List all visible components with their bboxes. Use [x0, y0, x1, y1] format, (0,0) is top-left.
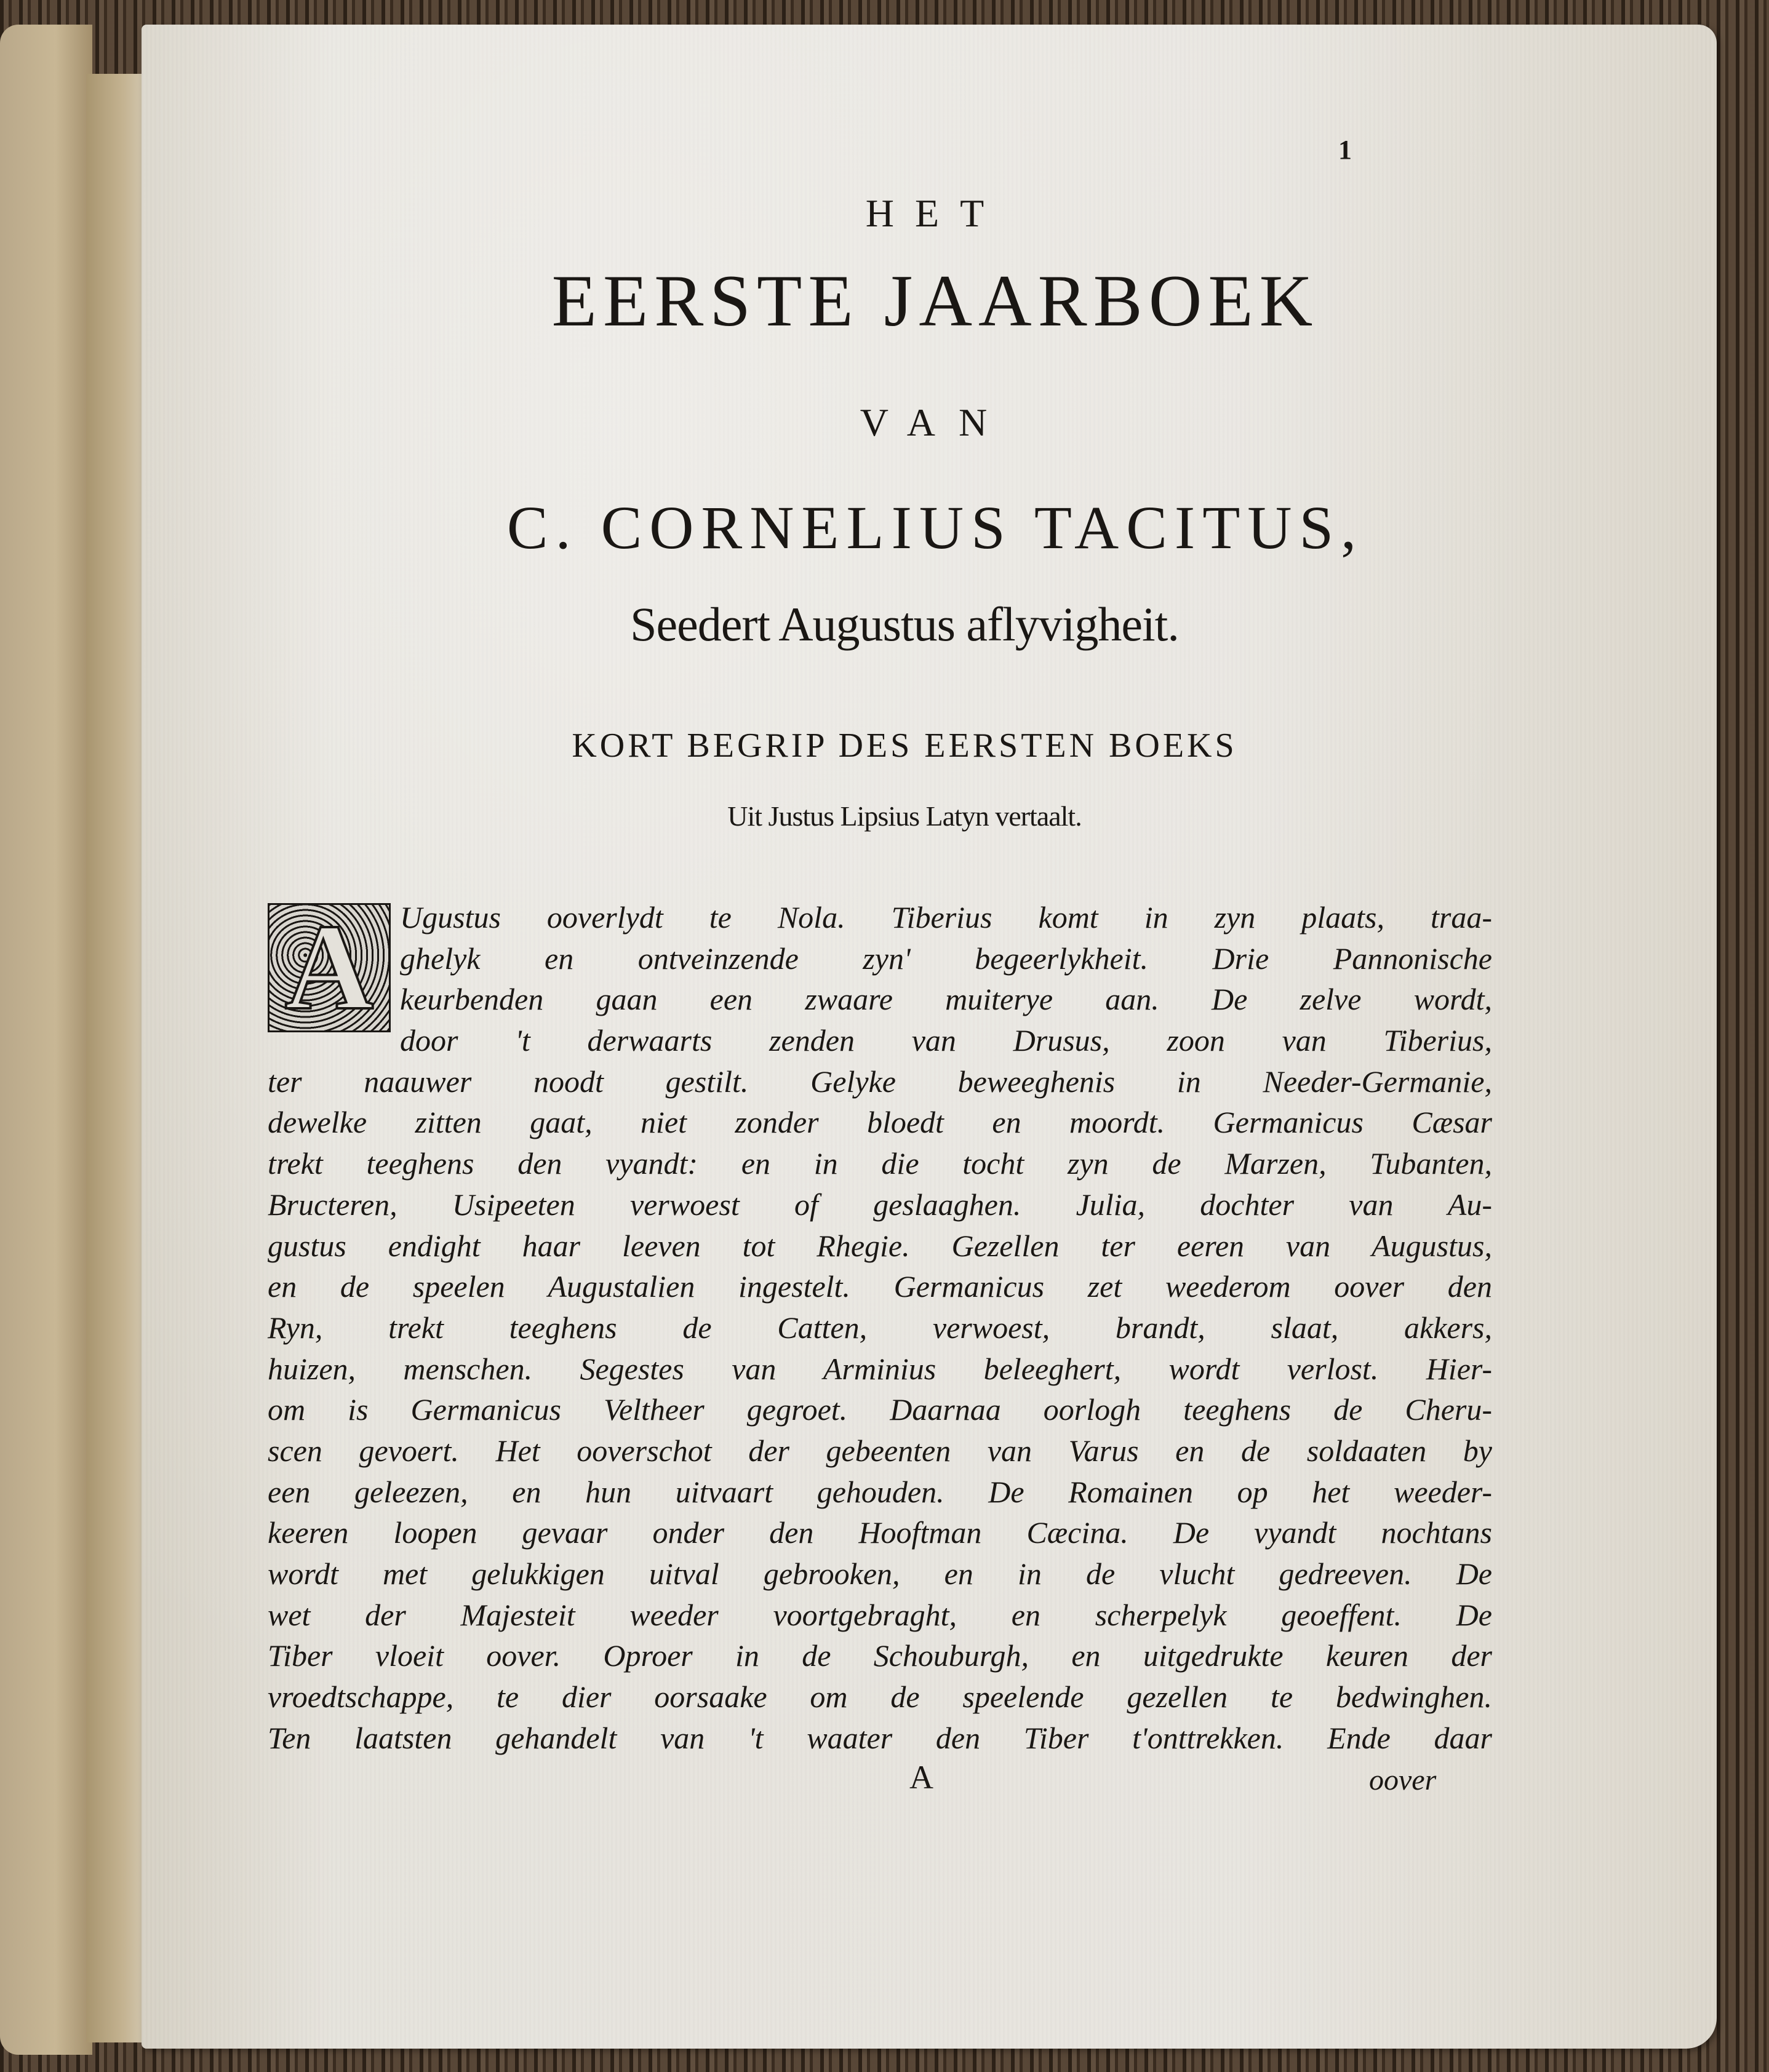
signature-mark: A [909, 1759, 933, 1796]
body-line: Ryn, trekt teeghens de Catten, verwoest, brandt, slaat, akkers, [268, 1310, 1492, 1345]
summary-subheading: Uit Justus Lipsius Latyn vertaalt. [727, 800, 1082, 832]
body-line: scen gevoert. Het ooverschot der gebeenten van Varus en de soldaaten by [268, 1433, 1492, 1468]
page-number: 1 [1338, 135, 1352, 165]
body-line: en de speelen Augustalien ingestelt. Germanicus zet weederom oover den [268, 1269, 1492, 1304]
body-line: Ugustus ooverlydt te Nola. Tiberius komt in zyn plaats, traa- [400, 900, 1492, 934]
body-line: trekt teeghens den vyandt: en in die tocht zyn de Marzen, Tubanten, [268, 1146, 1492, 1181]
body-line: keeren loopen gevaar onder den Hooftman Cæcina. De vyandt nochtans [268, 1515, 1492, 1550]
body-line: dewelke zitten gaat, niet zonder bloedt en moordt. Germanicus Cæsar [268, 1105, 1492, 1140]
body-line: Ten laatsten gehandelt van 't waater den Tiber t'onttrekken. Ende daar [268, 1720, 1492, 1755]
body-line: vroedtschappe, te dier oorsaake om de speelende gezellen te bedwinghen. [268, 1680, 1492, 1715]
catchword: oover [1369, 1764, 1437, 1796]
book-page [142, 25, 1717, 2049]
body-line: gustus endight haar leeven tot Rhegie. Gezellen ter eeren van Augustus, [268, 1228, 1492, 1263]
title-line-het: HET [865, 191, 1005, 235]
body-line: wordt met gelukkigen uitval gebrooken, en in de vlucht gedreeven. De [268, 1556, 1492, 1591]
title-line-van: VAN [860, 400, 1011, 444]
ornamental-initial-icon [268, 899, 391, 1035]
body-line: Bructeren, Usipeeten verwoest of geslaaghen. Julia, dochter van Au- [268, 1187, 1492, 1222]
summary-heading: KORT BEGRIP DES EERSTEN BOEKS [572, 727, 1237, 765]
title-author: C. CORNELIUS TACITUS, [506, 493, 1364, 562]
body-line: een geleezen, en hun uitvaart gehouden. De Romainen op het weeder- [268, 1474, 1492, 1509]
book-binding-edge [0, 25, 92, 2055]
body-line: ghelyk en ontveinzende zyn' begeerlykheit. Drie Pannonische [400, 941, 1492, 976]
body-line: ter naauwer noodt gestilt. Gelyke beweeghenis in Needer-Germanie, [268, 1064, 1492, 1099]
body-line: huizen, menschen. Segestes van Arminius beleeghert, wordt verlost. Hier- [268, 1351, 1492, 1386]
title-subtitle: Seedert Augustus aflyvigheit. [630, 597, 1179, 651]
body-line: Tiber vloeit oover. Oproer in de Schouburgh, en uitgedrukte keuren der [268, 1638, 1492, 1673]
body-line: keurbenden gaan een zwaare muiterye aan. De zelve wordt, [400, 982, 1492, 1017]
body-line: wet der Majesteit weeder voortgebraght, en scherpelyk geoeffent. De [268, 1597, 1492, 1632]
title-eerste-jaarboek: EERSTE JAARBOEK [551, 260, 1319, 341]
body-line: door 't derwaarts zenden van Drusus, zoon van Tiberius, [400, 1023, 1492, 1058]
summary-body [268, 897, 1492, 1758]
drop-cap-letter: A [284, 899, 374, 1035]
body-line: om is Germanicus Veltheer gegroet. Daarnaa oorlogh teeghens de Cheru- [268, 1392, 1492, 1427]
